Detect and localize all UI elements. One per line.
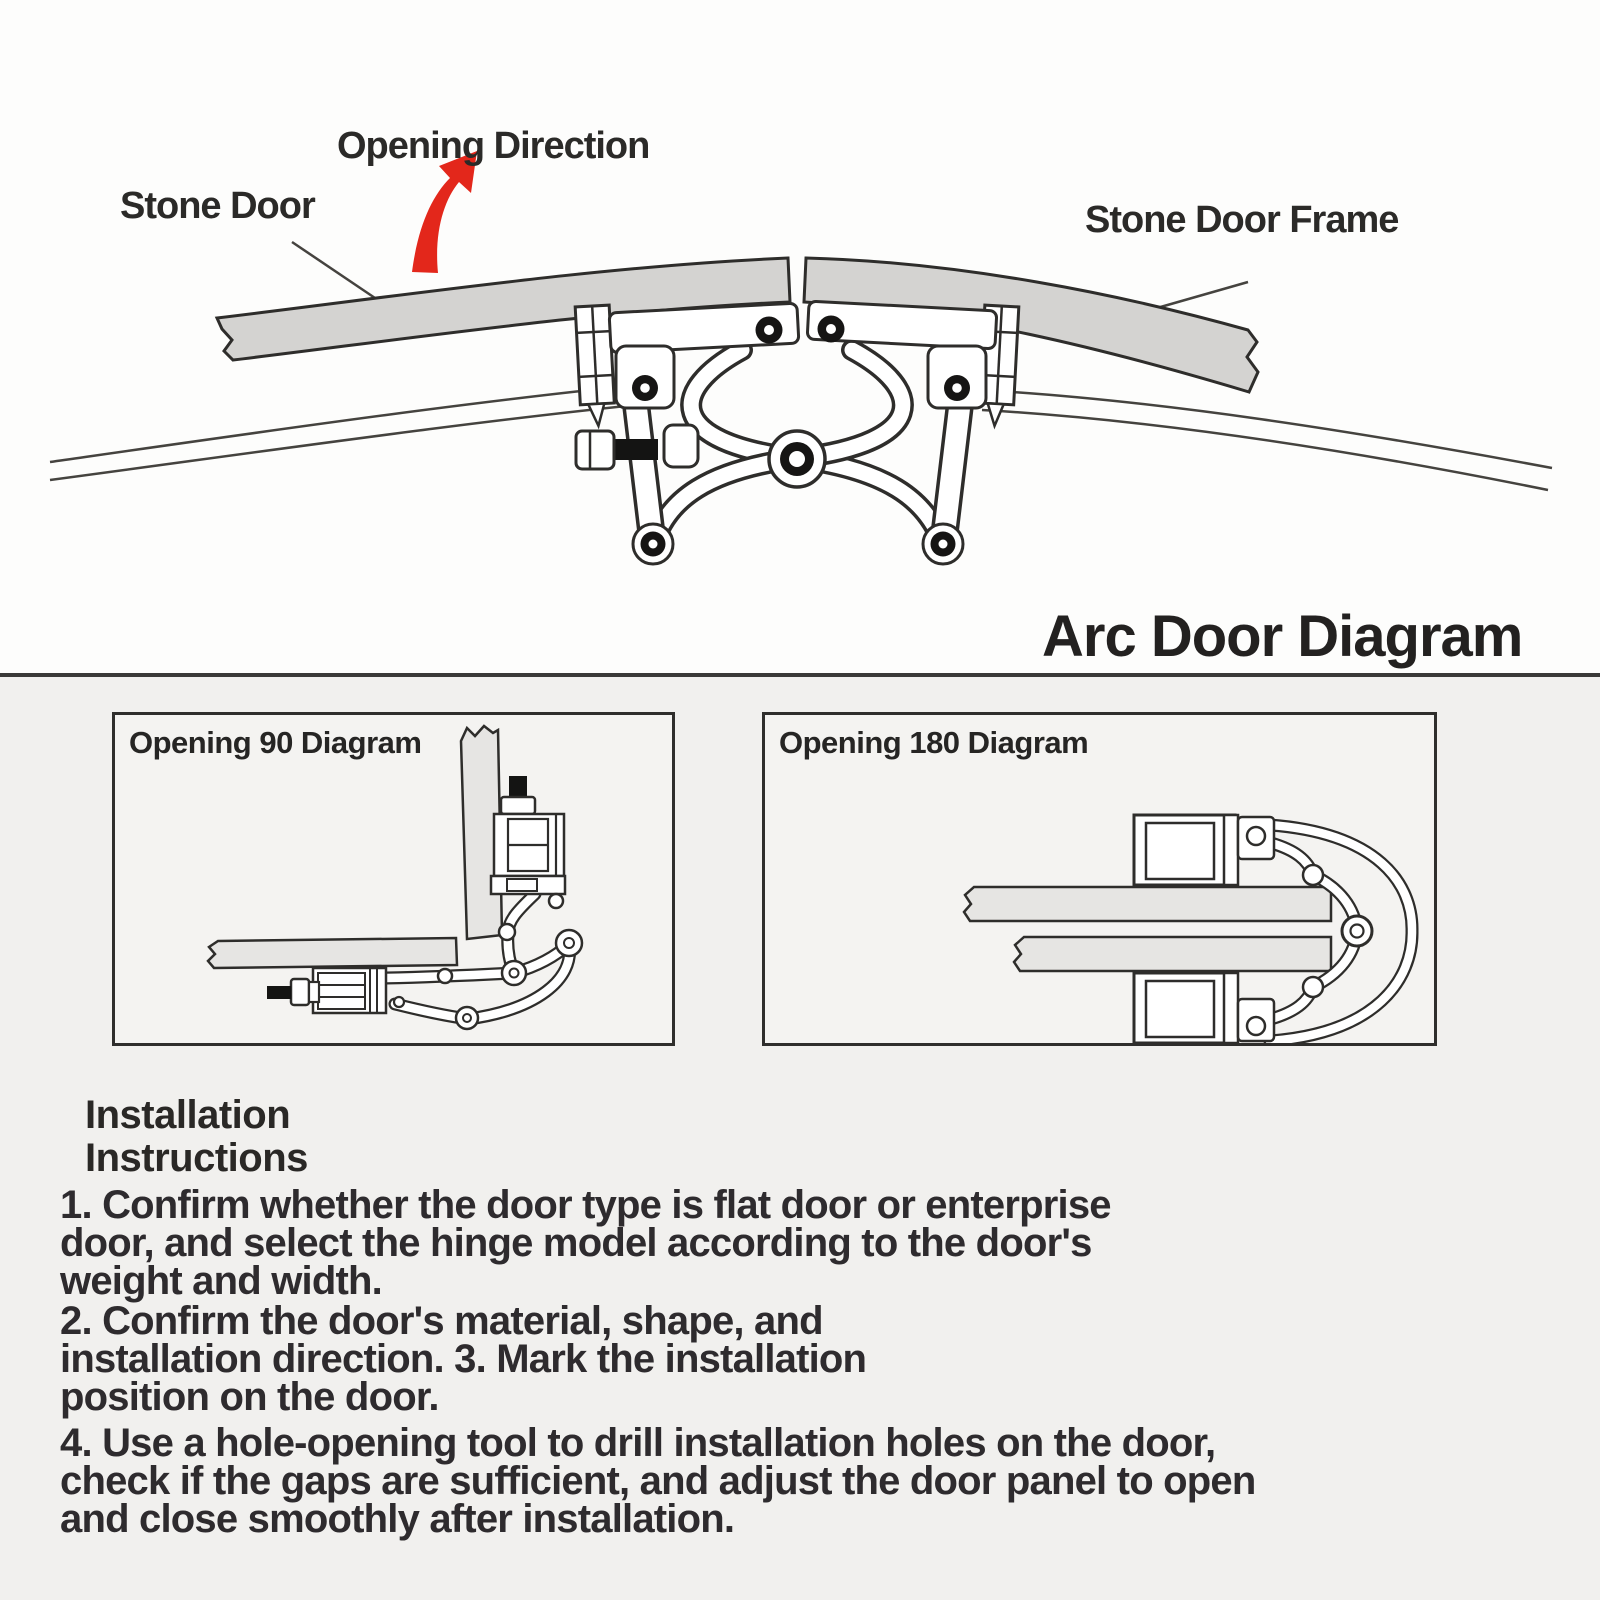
opening-90-drawing	[115, 715, 672, 1043]
bottom-hinge-block	[267, 968, 404, 1013]
arc-door-diagram-drawing	[0, 0, 1600, 673]
instruction-line: check if the gaps are sufficient, and adjust the door panel to open	[60, 1459, 1256, 1503]
instruction-line: and close smoothly after installation.	[60, 1497, 735, 1541]
instruction-line: 2. Confirm the door's material, shape, and	[60, 1299, 823, 1343]
hinge-plate-right	[807, 301, 997, 349]
door-panel-top	[964, 887, 1331, 921]
top-hinge-block	[491, 776, 565, 908]
top-mount-block	[1134, 815, 1274, 885]
instruction-line: installation direction. 3. Mark the installation	[60, 1337, 867, 1381]
stone-door-frame-label: Stone Door Frame	[1085, 199, 1399, 241]
hinge-bracket-right	[928, 346, 986, 408]
opening-180-drawing	[765, 715, 1434, 1043]
instruction-line: door, and select the hinge model according to the door's	[60, 1221, 1092, 1265]
stone-door-label: Stone Door	[120, 185, 315, 227]
opening-90-diagram-box	[112, 712, 675, 1046]
arc-door-diagram-section	[0, 0, 1600, 673]
installation-instructions-heading	[85, 1094, 308, 1180]
instruction-line: 4. Use a hole-opening tool to drill installation holes on the door,	[60, 1421, 1216, 1465]
heading-line: Instructions	[85, 1136, 308, 1180]
instruction-step-1	[60, 1183, 1111, 1303]
arc-door-diagram-title: Arc Door Diagram	[1042, 604, 1523, 669]
opening-direction-label: Opening Direction	[337, 125, 650, 167]
door-panel-bottom	[1014, 937, 1331, 971]
instruction-step-2-3	[60, 1299, 867, 1419]
leader-line-stone-door	[292, 242, 375, 298]
hinge-bracket-left	[616, 346, 674, 408]
instruction-line: position on the door.	[60, 1375, 439, 1419]
instruction-step-4	[60, 1421, 1256, 1541]
heading-line: Installation	[85, 1093, 291, 1137]
instruction-line: 1. Confirm whether the door type is flat door or enterprise	[60, 1183, 1111, 1227]
opening-180-label: Opening 180 Diagram	[779, 725, 1089, 760]
opening-180-diagram-box	[762, 712, 1437, 1046]
leader-line-stone-door-frame	[1150, 282, 1248, 310]
central-pivot	[769, 431, 825, 487]
horizontal-door-panel	[208, 938, 457, 968]
opening-90-label: Opening 90 Diagram	[129, 725, 422, 760]
instruction-line: weight and width.	[60, 1259, 382, 1303]
opening-direction-arrow-icon	[412, 151, 477, 273]
bottom-mount-block	[1134, 973, 1274, 1043]
